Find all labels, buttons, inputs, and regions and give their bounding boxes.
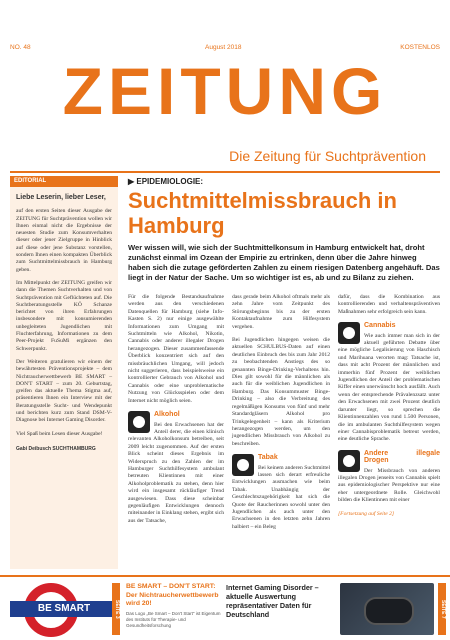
teaser-credit: Das Logo „Be Smart – Don't Start" ist Eigentum des Instituts für Therapie- und Gesundheitsforschung — [126, 610, 221, 628]
editorial-paragraph: Viel Spaß beim Lesen dieser Ausgabe! — [16, 430, 103, 437]
teaser-title: BE SMART – DON'T START: Der Nichtraucherwettbewerb wird 20! — [126, 583, 219, 607]
editorial-paragraph: Der Weiteren gratulieren wir einem der bewährtesten Präventionsprojekte – dem Nichtraucherwettbewerb BE SMART – DON'T START – zum 20. Geburtstag, greifen das aktuelle Thema Stigma auf, präsentieren Ihnen ein Interview mit der Beratungsstelle Sucht- und Wendepunkt und berichten kurz zum Stand DSM-V-Diagnose bei Internet Gaming Disorder. — [16, 358, 112, 424]
article-paragraph: Bei den Erwachsenen hat der Anteil derer, die einen klinisch relevanten Alkoholkonsum betreiben, seit 2009 leicht zugenommen. Auf der ersten Blick scheint dieses Ergebnis im Widerspruch zu den Zahlen der im Hamburger Suchthilfesystem ambulant betreuten Klientinnen mit einer Alkoholproblematik zu stehen, denn hier wird ein insgesamt rückläufiger Trend ausgewiesen. Dass diese scheinbar gegenläufigen Entwicklungen dennoch miteinander in Einklang stehen, ergibt sich aus der Tatsache, — [128, 421, 224, 524]
article-lead: Wer wissen will, wie sich der Suchtmittelkonsum in Hamburg entwickelt hat, droht zunächst einmal im Ozean der Empirie zu ertrinken, denn über die Jahre hinweg haben sich die zutage geförderten Zahlen zu einem riesigen Datenberg angehäuft. Das liegt in der Natur der Sache. Um so wichtiger ist es, ab und zu Bilanz zu ziehen. — [128, 243, 440, 282]
masthead-logo: ZEITUNG — [62, 54, 388, 128]
teaser-besmart[interactable] — [126, 583, 224, 629]
continued-link[interactable]: [Fortsetzung auf Seite 2] — [338, 510, 395, 517]
subheading-label: Cannabis — [364, 322, 396, 330]
pills-icon — [338, 450, 360, 472]
article-kicker: ▶ EPIDEMIOLOGIE: — [128, 177, 204, 186]
cigarette-icon — [232, 454, 254, 476]
page-ref-3: SEITE 3 — [112, 583, 120, 635]
page-ref-7: SEITE 7 — [438, 583, 446, 635]
issue-number: NO. 48 — [10, 44, 31, 51]
article-paragraph: Der Missbrauch von anderen illegalen Drogen jenseits von Cannabis spielt aus epidemiologischer Perspektive nur eine eher untergeordnete Rolle. Gleichwohl bilden die Klientinnen mit einer — [338, 467, 440, 504]
cannabis-leaf-icon — [338, 322, 360, 344]
subheading-cannabis — [338, 322, 440, 329]
besmart-label: BE SMART — [10, 601, 118, 617]
subheading-label: Andere illegale Drogen — [364, 449, 440, 465]
article-paragraph: Für die folgende Bestandsaufnahme werden aus den verschiedenen Datenquellen für Hamburg (siehe Info-Kasten S. 2) nur einige ausgewählte Informationen zum Umgang mit Suchtmitteln wie Alkohol, Nikotin, Cannabis oder anderer illegaler Drogen herangezogen. Dieser zusammenfassende Überblick konzentriert sich auf den missbräuchlichen Umgang, will jedoch nicht suggerieren, dass beispielsweise ein kontrollierter Gebrauch von Alkohol und Cannabis oder eine unproblematische Nutzung von Glücksspielen oder dem Internet nicht möglich seien. — [128, 294, 224, 404]
masthead-tagline: Die Zeitung für Suchtprävention — [229, 148, 426, 164]
subheading-andere-drogen — [338, 450, 440, 465]
subheading-label: Tabak — [258, 454, 278, 462]
article-paragraph: Wie auch immer man sich in der aktuell geführten Debatte über eine mögliche Legalisierung von Haschisch und Marihuana verorten mag: Tatsache ist, dass mit acht Prozent der männlichen und immerhin fünf Prozent der weiblichen Jugendlichen der Anteil der problematischen Kiffer einen unerwünscht hoch ausfällt. Auch wenn der entsprechende Prävalenzsatz unter den Erwachsenen mit zwei Prozent deutlich darunter liegt, so sprechen die Klientinnenzahlen von rund 1.500 Personen, die im ambulanten Suchthilfesystem wegen einer Cannabisproblematik betreut werden, eine deutliche Sprache. — [338, 332, 440, 443]
editorial-paragraph: Im Mittelpunkt der ZEITUNG greifen wir dann die Themen Suchtverhalten und von Suchtprävention mit Geflüchteten auf. Die Suchtberatungsstelle KÖ Schanze berichtet von ihren Erfahrungen insbesondere mit konsumierenden unbegleiteten Jugendlichen mit Fluchterfahrung, Informationen zu dem Peer-Projekt FuSuMi ergänzen den Schwerpunkt. — [16, 279, 112, 352]
price-label: KOSTENLOS — [400, 44, 440, 51]
article-column-2 — [232, 294, 330, 537]
article-column-3 — [338, 294, 440, 524]
article-paragraph: dafür, dass die Kombination aus kontrollierenden und verhaltenspräventiven Maßnahmen sehr erfolgreich sein kann. — [338, 294, 440, 315]
gamepad-image — [340, 583, 434, 635]
article-headline: Suchtmittelmissbrauch in Hamburg — [128, 188, 397, 238]
editorial-greeting: Liebe Leserin, lieber Leser, — [16, 194, 106, 202]
article-column-1 — [128, 294, 224, 531]
editorial-paragraph: auf den ersten Seiten dieser Ausgabe der ZEITUNG für Suchtprävention wollen wir Ihnen einmal nicht die Ergebnisse der neuesten Studie zum Konsumverhalten dieser oder jener Zielgruppe in Hinblick auf diese oder jene Substanz vorstellen, sondern Ihnen einen kompakten Überblick zum Suchtmittelmissbrauch in Hamburg geben. — [16, 208, 112, 273]
besmart-logo[interactable] — [10, 583, 110, 639]
masthead-divider — [10, 171, 440, 173]
wine-glass-icon — [128, 411, 150, 433]
article-paragraph: Bei Jugendlichen hingegen weisen die aktuellen SCHULBUS-Daten auf einen deutlichen Einbruch des bis zum Jahr 2012 zu beobachtenden Anstiegs des so genannten Binge-Drinking-Verhaltens hin. Dies gilt sowohl für die männlichen als auch für die weiblichen Jugendlichen in Hamburg. Das Konsummuster Binge-Drinking – also die Verbreitung des regelmäßigen Konsums von fünf und mehr Standardgläsern Alkohol pro Trinkgelegenheit – kann als Kriterium herangezogen werden, um den jugendlichen Missbrauch von Alkohol zu beschreiben. — [232, 337, 330, 447]
subheading-tabak — [232, 454, 330, 461]
article-paragraph: dass gerade beim Alkohol oftmals mehr als zehn Jahre vom Zeitpunkt des Störungsbeginns bis zu der ersten Kontaktaufnahme zum Hilfesystem vergehen. — [232, 294, 330, 330]
editorial-signature: Gabi Deibusch SUCHTHAMBURG — [16, 445, 96, 452]
teaser-gaming[interactable]: Internet Gaming Disorder – aktuelle Auswertung repräsentativer Daten für Deutschland — [226, 583, 319, 619]
subheading-label: Alkohol — [154, 411, 180, 419]
article-paragraph: Bei keinem anderen Suchtmittel lassen sich derart erfreuliche Entwicklungen ausmachen wie beim Tabak. Unabhängig der Geschlechtszugehörigkeit hat sich die Quote der Raucherinnen sowohl unter den Jugendlichen als auch unter den Erwachsenen in den letzten zehn Jahren halbiert – ein Beleg — [232, 464, 330, 530]
editorial-box — [10, 176, 118, 569]
footer-teasers — [0, 575, 450, 640]
editorial-label: EDITORIAL — [10, 176, 118, 187]
issue-date: August 2018 — [205, 44, 242, 51]
masthead-topbar — [10, 44, 440, 54]
subheading-alkohol — [128, 411, 224, 418]
